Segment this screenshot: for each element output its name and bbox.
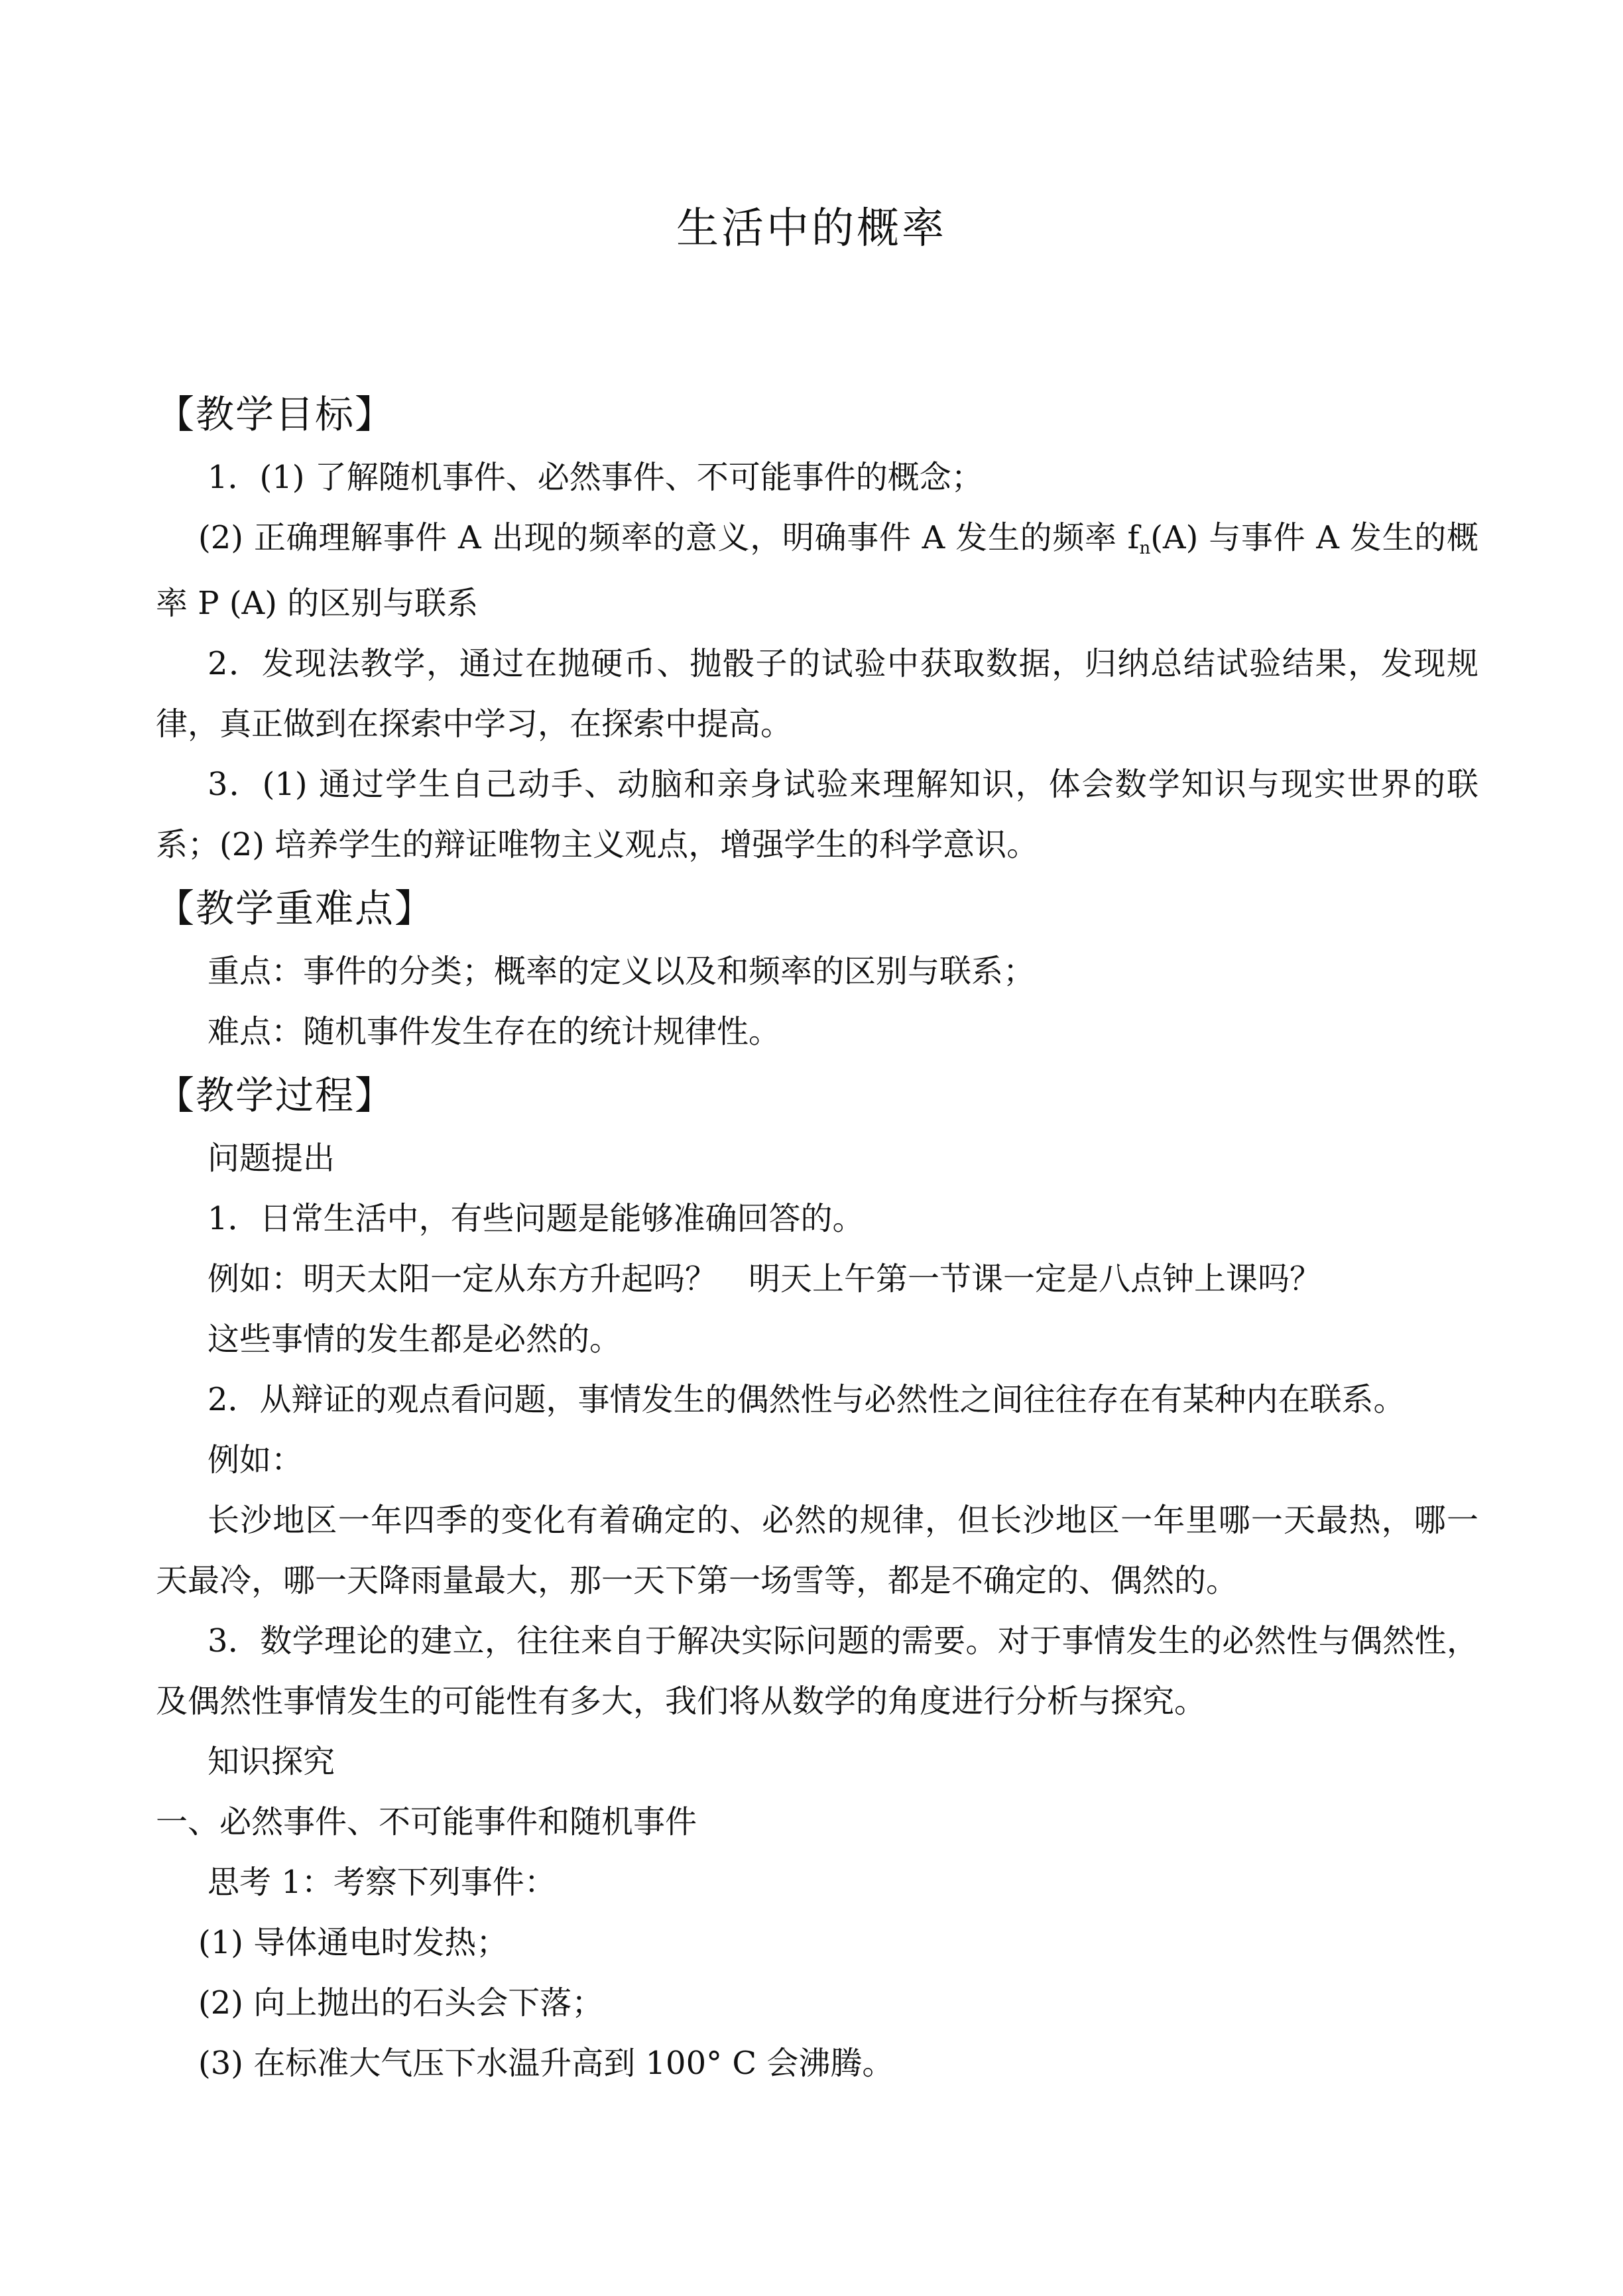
process-subtitle-question: 问题提出: [208, 1140, 335, 1177]
heading-objectives: 【教学目标】: [156, 392, 395, 437]
process-example-2: 长沙地区一年四季的变化有着确定的、必然的规律，但长沙地区一年里哪一天最热，哪一天最冷，哪一天降雨量最大，那一天下第一场雪等，都是不确定的、偶然的。: [156, 1502, 1478, 1599]
process-example-1: 例如：明天太阳一定从东方升起吗？ 明天上午第一节课一定是八点钟上课吗？: [208, 1260, 1322, 1298]
heading-process: 【教学过程】: [156, 1073, 395, 1118]
document-title: 生活中的概率: [676, 204, 947, 253]
frequency-subscript: n: [1139, 538, 1151, 558]
objective-3: 3．(1) 通过学生自己动手、动脑和亲身试验来理解知识，体会数学知识与现实世界的联系；(2) 培养学生的辩证唯物主义观点，增强学生的科学意识。: [156, 766, 1478, 863]
process-note-1: 这些事情的发生都是必然的。: [208, 1321, 622, 1358]
key-point: 重点：事件的分类；概率的定义以及和频率的区别与联系；: [208, 953, 1036, 990]
objective-1-2-text-b: (A) 与事件 A 发生的概率 P (A) 的区别与联系: [156, 519, 1479, 622]
section-events: 一、必然事件、不可能事件和随机事件: [156, 1803, 697, 1841]
event-1: (1) 导体通电时发热；: [198, 1924, 509, 1961]
think-1: 思考 1：考察下列事件：: [208, 1864, 556, 1901]
objective-1: 1．(1) 了解随机事件、必然事件、不可能事件的概念；: [208, 459, 983, 496]
event-2: (2) 向上抛出的石头会下落；: [198, 1984, 604, 2022]
process-subtitle-explore: 知识探究: [208, 1743, 335, 1780]
process-item-3: 3．数学理论的建立，往往来自于解决实际问题的需要。对于事情发生的必然性与偶然性，及偶然性事情发生的可能性有多大，我们将从数学的角度进行分析与探究。: [156, 1622, 1478, 1720]
difficult-point: 难点：随机事件发生存在的统计规律性。: [208, 1013, 781, 1050]
process-item-2: 2．从辩证的观点看问题，事情发生的偶然性与必然性之间往往存在有某种内在联系。: [208, 1381, 1406, 1418]
event-3: (3) 在标准大气压下水温升高到 100° C 会沸腾。: [198, 2045, 894, 2082]
process-example-label: 例如：: [208, 1441, 304, 1479]
process-item-1: 1．日常生活中，有些问题是能够准确回答的。: [208, 1200, 865, 1237]
heading-key-points: 【教学重难点】: [156, 886, 435, 931]
objective-2: 2．发现法教学，通过在抛硬币、抛骰子的试验中获取数据，归纳总结试验结果，发现规律，真正做到在探索中学习，在探索中提高。: [156, 645, 1478, 743]
objective-1-2: [156, 508, 1478, 634]
document-body: [156, 381, 1478, 2094]
objective-1-2-text-a: (2) 正确理解事件 A 出现的频率的意义，明确事件 A 发生的频率 f: [198, 519, 1140, 556]
